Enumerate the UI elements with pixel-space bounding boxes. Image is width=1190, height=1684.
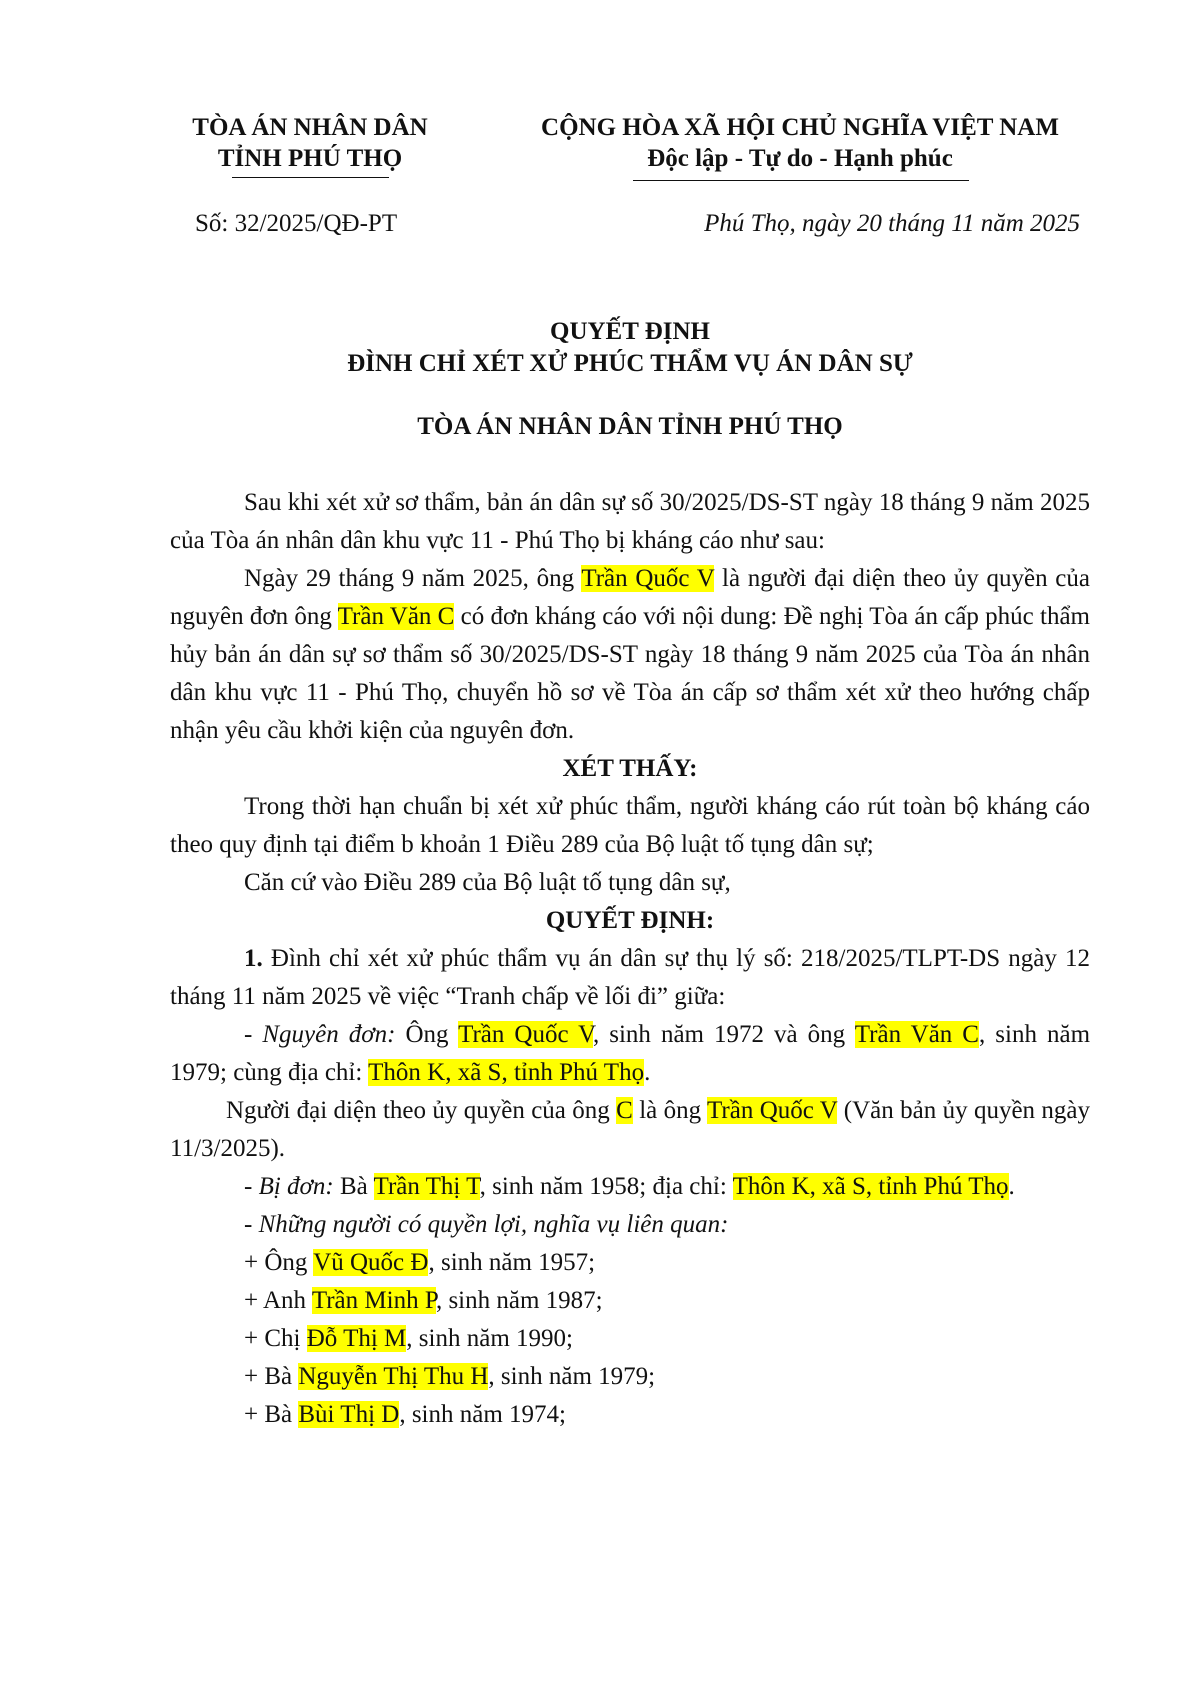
- intro-paragraph-2: Ngày 29 tháng 9 năm 2025, ông Trần Quốc V là người đại diện theo ủy quyền của nguyên đơn ông Trần Văn C có đơn kháng cáo với nội dung: Đề nghị Tòa án cấp phúc thẩm hủy bản án dân sự sơ thẩm số 30/2025/DS-ST ngày 18 tháng 9 năm 2025 của Tòa án nhân dân khu vực 11 - Phú Thọ, chuyển hồ sơ về Tòa án cấp sơ thẩm xét xử theo hướng chấp nhận yêu cầu khởi kiện của nguyên đơn.: [170, 565, 1090, 744]
- related-party: + Ông Vũ Quốc Đ, sinh năm 1957;: [244, 1249, 596, 1276]
- court-name-line2: TỈNH PHÚ THỌ: [217, 145, 403, 172]
- related-party: + Chị Đỗ Thị M, sinh năm 1990;: [244, 1325, 573, 1352]
- doc-subtitle: ĐÌNH CHỈ XÉT XỬ PHÚC THẨM VỤ ÁN DÂN SỰ: [347, 350, 913, 377]
- national-header: [505, 112, 1095, 174]
- highlighted-name: Vũ Quốc Đ: [313, 1249, 429, 1276]
- highlighted-name: Trần Quốc V: [707, 1097, 838, 1124]
- highlighted-address: Thôn K, xã S, tỉnh Phú Thọ: [368, 1059, 645, 1086]
- motto-underline: [633, 180, 969, 181]
- court-header: [175, 112, 445, 174]
- place-date: Phú Thọ, ngày 20 tháng 11 năm 2025: [704, 210, 1080, 237]
- related-party: + Anh Trần Minh P, sinh năm 1987;: [244, 1287, 603, 1314]
- representative-paragraph: Người đại diện theo ủy quyền của ông C là ông Trần Quốc V (Văn bản ủy quyền ngày 11/3/2025).: [170, 1097, 1090, 1162]
- highlighted-name: Bùi Thị D: [298, 1401, 400, 1428]
- highlighted-name: Nguyễn Thị Thu H: [298, 1363, 489, 1390]
- court-name-line1: TÒA ÁN NHÂN DÂN: [192, 114, 428, 141]
- highlighted-name: Trần Quốc V: [581, 565, 715, 592]
- highlighted-address: Thôn K, xã S, tỉnh Phú Thọ: [732, 1173, 1009, 1200]
- related-parties-label: - Những người có quyền lợi, nghĩa vụ liên quan:: [244, 1211, 729, 1238]
- document-body: [170, 484, 1090, 1434]
- highlighted-name: Trần Văn C: [854, 1021, 979, 1048]
- decision-item-1: 1. Đình chỉ xét xử phúc thẩm vụ án dân sự thụ lý số: 218/2025/TLPT-DS ngày 12 tháng 11 năm 2025 về việc “Tranh chấp về lối đi” giữa:: [170, 945, 1090, 1010]
- national-name: CỘNG HÒA XÃ HỘI CHỦ NGHĨA VIỆT NAM: [541, 114, 1059, 141]
- intro-paragraph-1: Sau khi xét xử sơ thẩm, bản án dân sự số 30/2025/DS-ST ngày 18 tháng 9 năm 2025 của Tòa án nhân dân khu vực 11 - Phú Thọ bị kháng cáo như sau:: [170, 489, 1090, 554]
- findings-paragraph-2: Căn cứ vào Điều 289 của Bộ luật tố tụng dân sự,: [244, 869, 731, 896]
- court-header-underline: [232, 177, 389, 178]
- decision-heading: QUYẾT ĐỊNH:: [545, 907, 715, 934]
- highlighted-name: Trần Văn C: [337, 603, 455, 630]
- national-motto: Độc lập - Tự do - Hạnh phúc: [647, 145, 953, 172]
- highlighted-name: Trần Minh P: [311, 1287, 436, 1314]
- document-number: Số: 32/2025/QĐ-PT: [195, 210, 398, 237]
- related-party: + Bà Nguyễn Thị Thu H, sinh năm 1979;: [244, 1363, 656, 1390]
- doc-title: QUYẾT ĐỊNH: [550, 318, 710, 345]
- findings-heading: XÉT THẤY:: [562, 755, 698, 782]
- issuing-court: TÒA ÁN NHÂN DÂN TỈNH PHÚ THỌ: [417, 413, 843, 440]
- highlighted-name: Đỗ Thị M: [306, 1325, 407, 1352]
- highlighted-name: Trần Quốc V: [458, 1021, 593, 1048]
- defendant-paragraph: - Bị đơn: Bà Trần Thị T, sinh năm 1958; địa chỉ: Thôn K, xã S, tỉnh Phú Thọ.: [244, 1173, 1015, 1200]
- related-party: + Bà Bùi Thị D, sinh năm 1974;: [244, 1401, 566, 1428]
- findings-paragraph-1: Trong thời hạn chuẩn bị xét xử phúc thẩm, người kháng cáo rút toàn bộ kháng cáo theo quy định tại điểm b khoản 1 Điều 289 của Bộ luật tố tụng dân sự;: [170, 793, 1090, 858]
- highlighted-name: Trần Thị T: [373, 1173, 480, 1200]
- plaintiff-paragraph: - Nguyên đơn: Ông Trần Quốc V, sinh năm 1972 và ông Trần Văn C, sinh năm 1979; cùng địa chỉ: Thôn K, xã S, tỉnh Phú Thọ.: [170, 1021, 1091, 1086]
- highlighted-name: C: [616, 1097, 633, 1124]
